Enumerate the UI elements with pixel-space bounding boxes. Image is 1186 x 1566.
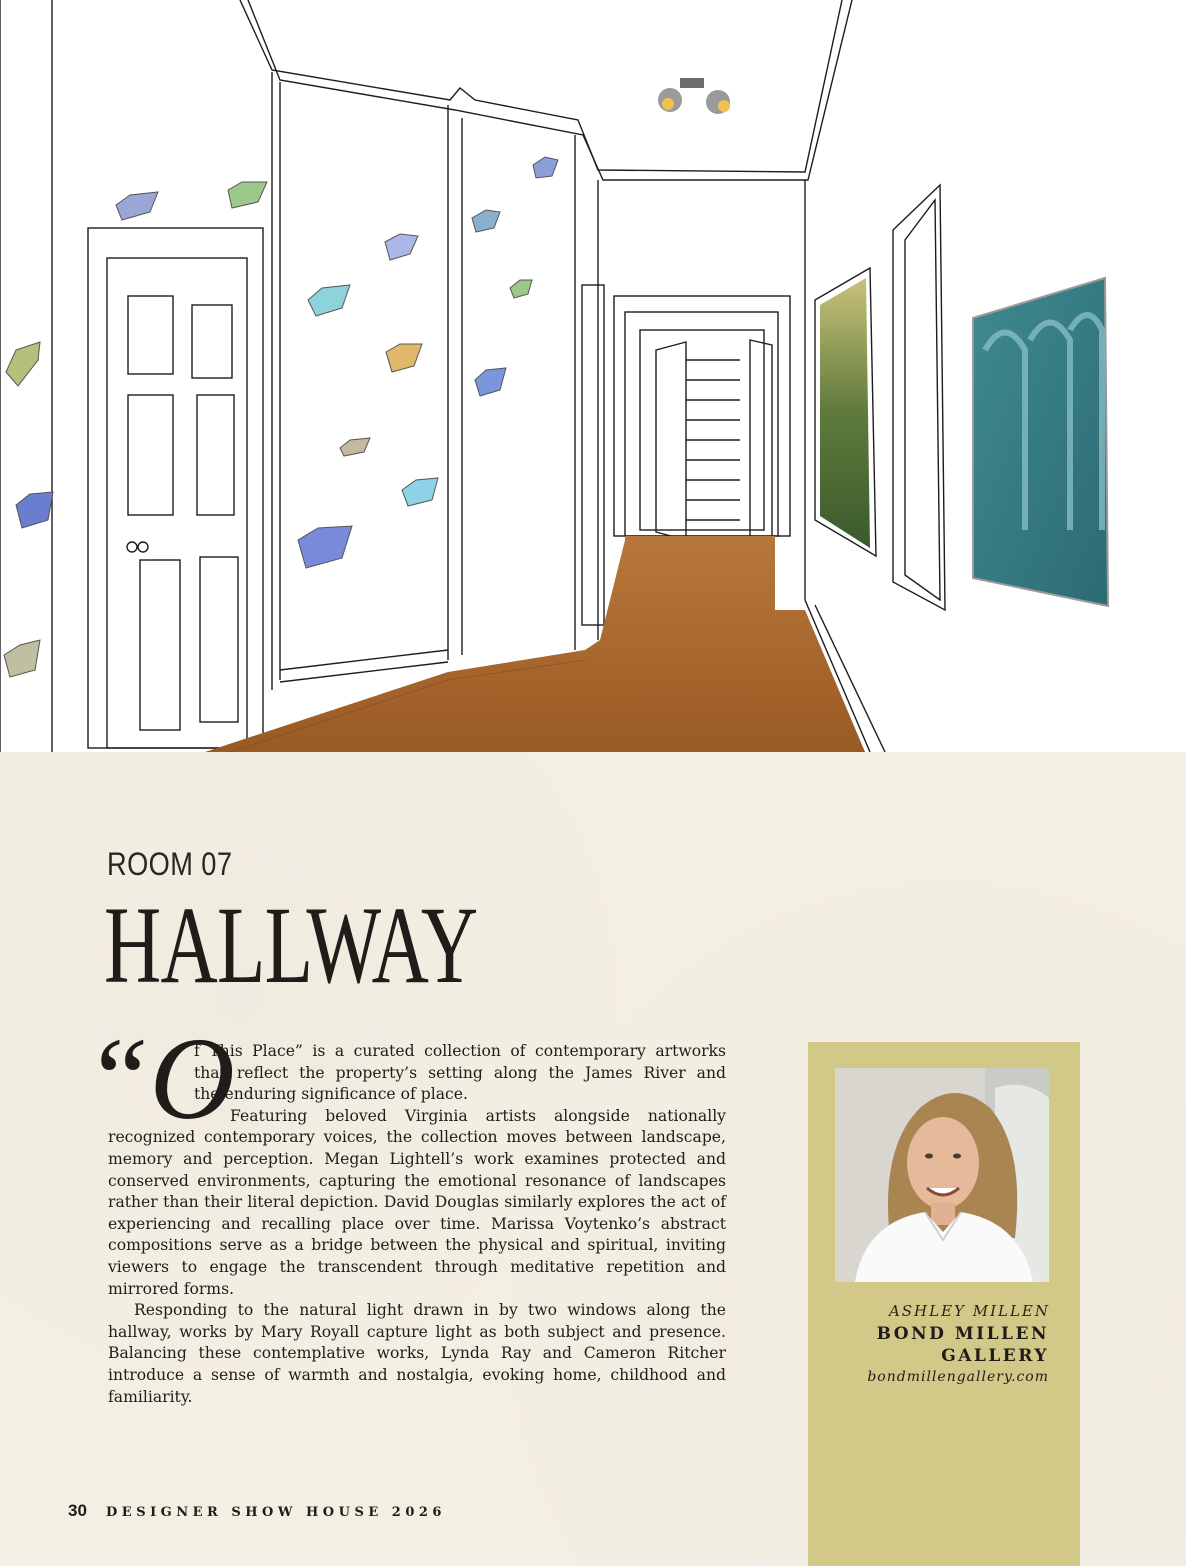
hallway-illustration [0,0,1186,752]
paragraph-2 [108,1106,726,1300]
paragraph-1-line-1: f This Place” is a curated collection of contemporary artworks [194,1042,726,1060]
gallery-url[interactable]: bondmillengallery.com [867,1369,1049,1385]
paragraph-1-line-3: the enduring significance of place. [194,1085,468,1104]
page-number: 30 [68,1501,87,1520]
publication-name: DESIGNER SHOW HOUSE 2026 [106,1505,446,1520]
paragraph-3: Responding to the natural light drawn in by two windows along the hallway, works by Mary Royall capture light as both subject and presence. Balancing these contemplative works, Lynda Ray and Cameron Ritcher introduce a sense of warmth and nostalgia, evoking home, childhood and familiarity. [108,1301,726,1406]
gallery-name: BOND MILLEN GALLERY [876,1324,1049,1366]
article-body [108,1041,726,1408]
page-footer [68,1501,446,1521]
room-label: ROOM 07 [107,846,233,882]
designer-name: ASHLEY MILLEN [888,1302,1050,1320]
hallway-sketch-icon [0,0,1186,752]
portrait-photo-icon [835,1068,1049,1282]
designer-portrait [835,1068,1049,1282]
paragraph-2-text [108,1106,726,1300]
paragraph-2-body: Featuring beloved Virginia artists alongside nationally recognized contemporary voices, the collection moves between landscape, memory and perception. Megan Lightell’s work examines protected and conserved environments, capturing the emotional resonance of landscapes rather than their literal depiction. David Douglas similarly explores the act of experiencing and recalling place over time. Marissa Voytenko’s abstract compositions serve as a bridge between the physical and spiritual, inviting viewers to engage the transcendent through meditative repetition and mirrored forms. [108,1106,726,1298]
room-title: HALLWAY [104,884,478,1006]
paragraph-1-line-2: that reflect the property’s setting along the James River and [194,1063,726,1082]
paragraph-1 [108,1041,726,1106]
dropcap: “O [84,1013,235,1144]
